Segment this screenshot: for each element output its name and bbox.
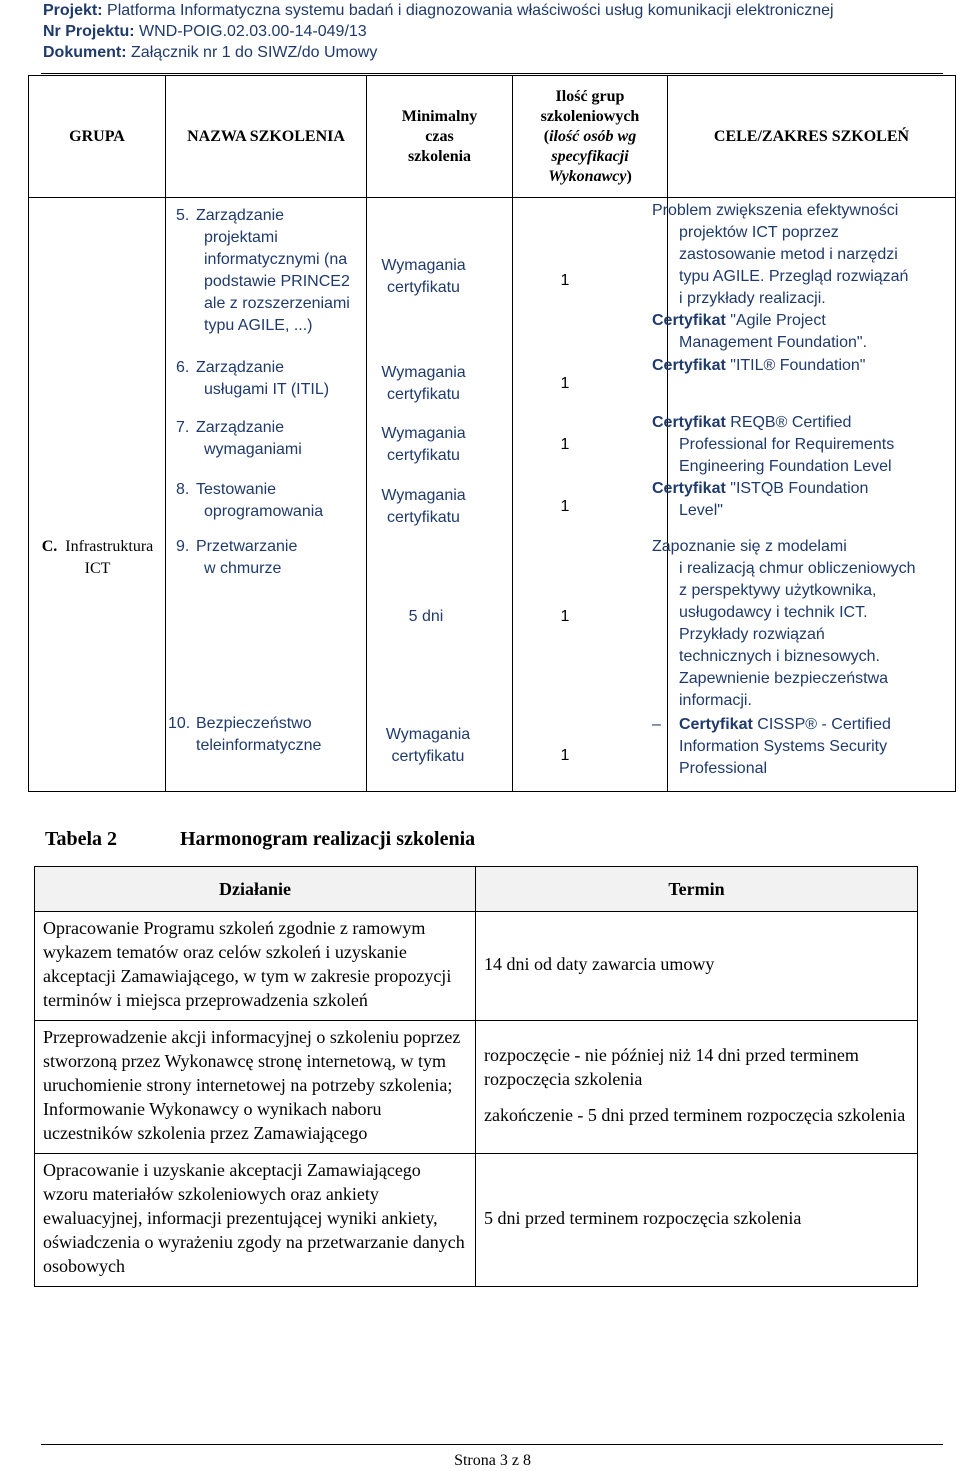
- cele-8: Certyfikat "ISTQB Foundation Level": [652, 480, 869, 519]
- cele-10: – Certyfikat CISSP® - Certified Information Systems Security Professional: [652, 716, 891, 777]
- action-cell: Opracowanie i uzyskanie akceptacji Zamawiającego wzoru materiałów szkoleniowych oraz ankiety ewaluacyjnej, informacji prezentującej wyniki ankiety, oświadczenia o wyrażeniu zgody na przetwarzanie danych osobowych: [35, 1154, 476, 1287]
- term-cell: rozpoczęcie - nie później niż 14 dni przed terminem rozpoczęcia szkolenia zakończenie - 5 dni przed terminem rozpoczęcia szkolenia: [476, 1021, 918, 1154]
- cele-7: Certyfikat REQB® Certified Professional for Requirements Engineering Foundation Level: [652, 414, 895, 475]
- project-line: Projekt: Platforma Informatyczna systemu badań i diagnozowania właściwości usług komunikacji elektronicznej: [43, 2, 834, 19]
- col-header-dzialanie: Działanie: [35, 867, 476, 912]
- dash-bullet: –: [652, 716, 661, 733]
- cele-9: Zapoznanie się z modelami i realizacją chmur obliczeniowych z perspektywy użytkownika, usługodawcy i technik ICT. Przykłady rozwiązań technicznych i biznesowych. Zapewnienie bezpieczeństwa informacji.: [652, 538, 916, 709]
- training-name-6: 6. Zarządzanie usługami IT (ITIL): [176, 359, 330, 398]
- ilosc-9: 1: [560, 608, 570, 625]
- col-header-ilosc: Ilość grup szkoleniowych (ilość osób wg specyfikacji Wykonawcy): [513, 76, 668, 198]
- footer-divider: [41, 1444, 943, 1445]
- col-header-czas: Minimalny czas szkolenia: [367, 76, 513, 198]
- ilosc-5: 1: [560, 272, 570, 289]
- training-name-9: 9. Przetwarzanie w chmurze: [176, 538, 298, 577]
- ilosc-6: 1: [560, 375, 570, 392]
- czas-8: Wymagania certyfikatu: [381, 487, 466, 526]
- ilosc-10: 1: [560, 747, 570, 764]
- project-number-line: Nr Projektu: WND-POIG.02.03.00-14-049/13: [43, 23, 367, 40]
- group-label: C. Infrastruktura ICT: [41, 538, 154, 577]
- czas-9: 5 dni: [408, 608, 444, 625]
- page-number: Strona 3 z 8: [454, 1452, 531, 1469]
- cele-6: Certyfikat "ITIL® Foundation": [652, 357, 866, 374]
- term-cell: 5 dni przed terminem rozpoczęcia szkolenia: [476, 1154, 918, 1287]
- ilosc-7: 1: [560, 436, 570, 453]
- action-cell: Przeprowadzenie akcji informacyjnej o szkoleniu poprzez stworzoną przez Wykonawcę stronę internetową, w tym uruchomienie strony internetowej na potrzeby szkolenia; Informowanie Wykonawcy o wynikach naboru uczestników szkolenia przez Zamawiającego: [35, 1021, 476, 1154]
- col-header-termin: Termin: [476, 867, 918, 912]
- table-row: [35, 912, 918, 1021]
- action-cell: Opracowanie Programu szkoleń zgodnie z ramowym wykazem tematów oraz celów szkoleń i uzyskanie akceptacji Zamawiającego, w tym w zakresie propozycji terminów i miejsca przeprowadzenia szkoleń: [35, 912, 476, 1021]
- document-line: Dokument: Załącznik nr 1 do SIWZ/do Umowy: [43, 44, 378, 61]
- document-header: [43, 0, 943, 63]
- col-header-nazwa: NAZWA SZKOLENIA: [166, 76, 367, 198]
- table2-label: Tabela 2: [45, 828, 118, 850]
- schedule-table: [34, 866, 918, 1287]
- group-cell-top: [29, 198, 166, 532]
- training-name-5: 5. Zarządzanie projektami informatycznymi (na podstawie PRINCE2 ale z rozszerzeniami typu AGILE, ...): [176, 207, 350, 334]
- czas-10: Wymagania certyfikatu: [385, 726, 471, 765]
- czas-5: Wymagania certyfikatu: [381, 257, 466, 296]
- training-name-8: 8. Testowanie oprogramowania: [176, 481, 324, 520]
- czas-6: Wymagania certyfikatu: [381, 364, 466, 403]
- czas-7: Wymagania certyfikatu: [381, 425, 466, 464]
- col-header-cele: CELE/ZAKRES SZKOLEŃ: [668, 76, 956, 198]
- term-cell: 14 dni od daty zawarcia umowy: [476, 912, 918, 1021]
- table-row: [35, 1021, 918, 1154]
- cele-5: Problem zwiększenia efektywności projektów ICT poprzez zastosowanie metod i narzędzi typu AGILE. Przegląd rozwiązań i przykłady realizacji. Certyfikat "Agile Project Management Foundation".: [652, 202, 909, 351]
- training-name-7: 7. Zarządzanie wymaganiami: [176, 419, 302, 458]
- table2-title: Harmonogram realizacji szkolenia: [180, 828, 476, 850]
- header-divider: [41, 73, 943, 74]
- table-row: [35, 1154, 918, 1287]
- training-name-10: 10. Bezpieczeństwo teleinformatyczne: [168, 715, 322, 754]
- ilosc-8: 1: [560, 498, 570, 515]
- col-header-grupa: GRUPA: [29, 76, 166, 198]
